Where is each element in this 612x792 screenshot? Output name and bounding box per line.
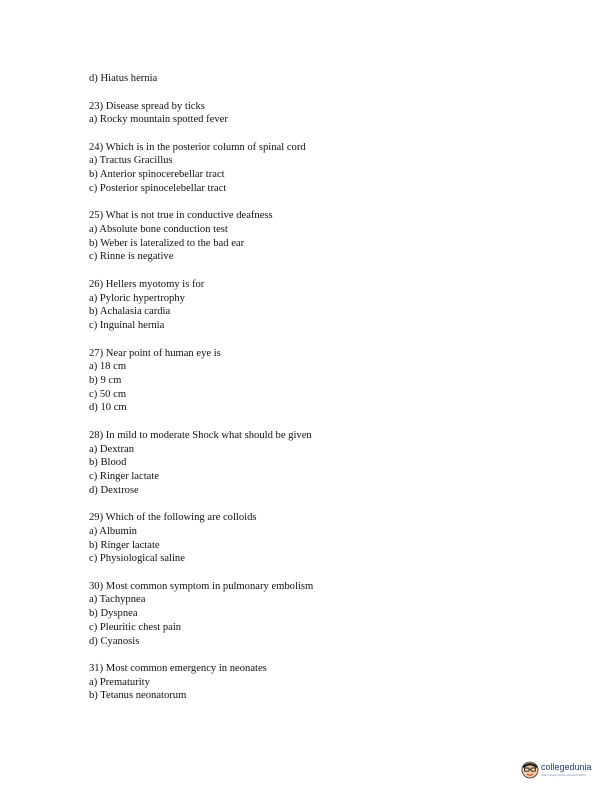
question-block [89, 141, 549, 196]
carry-over-block [89, 72, 549, 86]
option-text: a) Prematurity [89, 676, 150, 688]
question-block [89, 347, 549, 416]
question-block [89, 429, 549, 498]
option-text: a) Tachypnea [89, 594, 146, 606]
option-text: b) Anterior spinocerebellar tract [89, 169, 225, 181]
option-text: b) Weber is lateralized to the bad ear [89, 237, 245, 249]
option-text: a) Absolute bone conduction test [89, 224, 228, 236]
question-block [89, 100, 549, 127]
option-text: b) 9 cm [89, 374, 122, 386]
question-block [89, 662, 549, 703]
option-text: b) Tetanus neonatorum [89, 690, 187, 702]
question-block [89, 511, 549, 566]
collegedunia-logo [519, 758, 603, 784]
question-block [89, 580, 549, 649]
logo-wordmark: collegedunia [541, 762, 592, 772]
logo-tagline: India's largest Student Review Platform [541, 774, 587, 777]
question-block [89, 278, 549, 333]
option-text: b) Achalasia cardia [89, 306, 171, 318]
option-text: b) Ringer lactate [89, 539, 160, 551]
question-text: 26) Hellers myotomy is for [89, 278, 205, 290]
option-text: c) 50 cm [89, 388, 127, 400]
question-text: 23) Disease spread by ticks [89, 100, 205, 112]
option-text: c) Pleuritic chest pain [89, 621, 182, 633]
question-list [89, 100, 549, 704]
option-text: a) Rocky mountain spotted fever [89, 114, 228, 126]
question-text: 25) What is not true in conductive deafness [89, 210, 273, 222]
question-text: 24) Which is in the posterior column of spinal cord [89, 141, 306, 153]
option-text: c) Ringer lactate [89, 470, 159, 482]
option-text: a) Albumin [89, 525, 137, 537]
option-text: b) Blood [89, 457, 127, 469]
option-text: a) Dextran [89, 443, 134, 455]
option-text: c) Posterior spinocelebellar tract [89, 182, 227, 194]
option-text: c) Inguinal hernia [89, 320, 165, 332]
question-text: 28) In mild to moderate Shock what should be given [89, 429, 312, 441]
question-text: 30) Most common symptom in pulmonary embolism [89, 580, 314, 592]
question-text: 27) Near point of human eye is [89, 347, 221, 359]
option-text: d) 10 cm [89, 402, 127, 414]
option-text: b) Dyspnea [89, 608, 138, 620]
question-block [89, 209, 549, 264]
student-face-icon [519, 758, 541, 780]
option-text: d) Dextrose [89, 484, 139, 496]
option-text: a) 18 cm [89, 361, 127, 373]
question-text: 29) Which of the following are colloids [89, 512, 257, 524]
option-text: c) Rinne is negative [89, 251, 174, 263]
document-page [89, 72, 549, 717]
option-text: c) Physiological saline [89, 553, 185, 565]
option-text: a) Pyloric hypertrophy [89, 292, 185, 304]
option-text: d) Cyanosis [89, 635, 140, 647]
option-text: d) Hiatus hernia [89, 73, 158, 84]
question-text: 31) Most common emergency in neonates [89, 663, 267, 675]
option-text: a) Tractus Gracillus [89, 155, 173, 167]
